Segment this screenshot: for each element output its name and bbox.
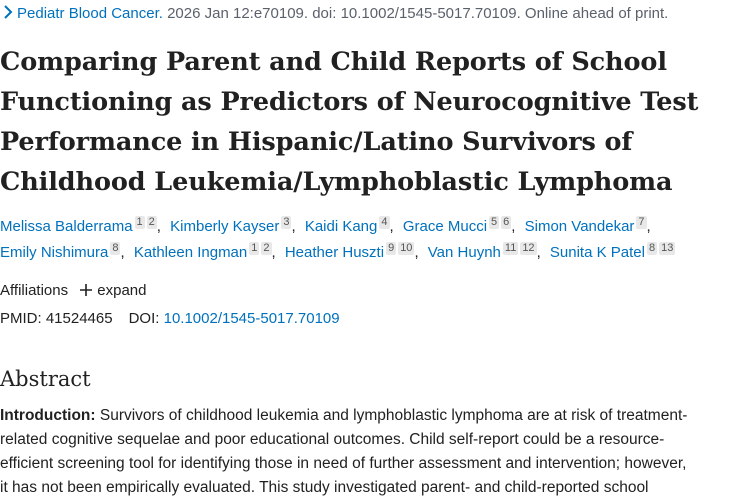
affiliations-toggle-row bbox=[0, 281, 146, 301]
affiliation-ref[interactable]: 2 bbox=[148, 216, 155, 228]
author-link[interactable]: Heather Huszti bbox=[284, 244, 385, 261]
title-line: Functioning as Predictors of Neurocognitive Test bbox=[0, 87, 699, 117]
author-link[interactable]: Grace Mucci bbox=[402, 218, 488, 235]
author-row: Emily Nishimura 8 , Kathleen Ingman 1 2 , Heather Huszti 9 10 , Van Huynh 11 12 , Sunita K Patel 8 13 bbox=[0, 242, 674, 261]
author-link[interactable]: Simon Vandekar bbox=[524, 218, 635, 235]
affiliation-ref[interactable]: 6 bbox=[503, 216, 510, 228]
article-title bbox=[0, 42, 740, 202]
title-line: Performance in Hispanic/Latino Survivors of bbox=[0, 127, 633, 157]
affiliation-ref[interactable]: 8 bbox=[648, 242, 656, 254]
affiliation-ref[interactable]: 11 bbox=[504, 242, 517, 254]
author-link[interactable]: Melissa Balderrama bbox=[0, 218, 133, 235]
affiliation-ref[interactable]: 1 bbox=[136, 216, 143, 228]
abstract-text bbox=[0, 404, 750, 500]
author-row: Melissa Balderrama 1 2 , Kimberly Kayser 3 , Kaidi Kang 4 , Grace Mucci 5 6 , Simon Vandekar 7 , bbox=[0, 216, 651, 235]
pmid-value: 41524465 bbox=[45, 310, 113, 327]
title-line: Comparing Parent and Child Reports of School bbox=[0, 47, 667, 77]
author-link[interactable]: Kaidi Kang bbox=[304, 218, 378, 235]
affiliation-ref[interactable]: 8 bbox=[112, 242, 119, 254]
affiliation-ref[interactable]: 7 bbox=[638, 216, 645, 228]
title-line: Childhood Leukemia/Lymphoblastic Lymphoma bbox=[0, 167, 673, 197]
abstract-line: efficient screening tool for identifying those in need of further assessment and intervention; however, bbox=[0, 455, 687, 472]
article-identifiers bbox=[0, 309, 340, 329]
plus-icon bbox=[80, 284, 92, 296]
expand-label: expand bbox=[97, 282, 147, 299]
affiliation-ref[interactable]: 2 bbox=[263, 242, 270, 254]
author-link[interactable]: Van Huynh bbox=[427, 244, 501, 261]
affiliation-ref[interactable]: 1 bbox=[251, 242, 258, 254]
abstract-line: Introduction: Survivors of childhood leukemia and lymphoblastic lymphoma are at risk of treatment- bbox=[0, 407, 688, 424]
author-link[interactable]: Sunita K Patel bbox=[549, 244, 645, 261]
abstract-line: related cognitive sequelae and poor educational outcomes. Child self-report could be a resource- bbox=[0, 431, 665, 448]
expand-affiliations-button[interactable] bbox=[80, 282, 146, 299]
author-link[interactable]: Kathleen Ingman bbox=[133, 244, 248, 261]
affiliation-ref[interactable]: 3 bbox=[283, 216, 290, 228]
affiliation-ref[interactable]: 12 bbox=[522, 242, 535, 254]
affiliation-ref[interactable]: 9 bbox=[388, 242, 395, 254]
journal-link[interactable]: Pediatr Blood Cancer. bbox=[17, 5, 163, 22]
affiliation-ref[interactable]: 10 bbox=[400, 242, 413, 254]
doi-link[interactable]: 10.1002/1545-5017.70109 bbox=[163, 310, 340, 327]
affiliations-label: Affiliations bbox=[0, 282, 69, 299]
affiliation-ref[interactable]: 4 bbox=[381, 216, 388, 228]
author-list bbox=[0, 214, 750, 266]
section-label: Introduction: bbox=[0, 407, 96, 424]
chevron-right-icon[interactable] bbox=[3, 5, 13, 19]
abstract-heading: Abstract bbox=[0, 367, 91, 391]
pmid-label: PMID: bbox=[0, 310, 42, 327]
doi-label: DOI: bbox=[128, 310, 160, 327]
affiliation-ref[interactable]: 5 bbox=[491, 216, 498, 228]
author-link[interactable]: Emily Nishimura bbox=[0, 244, 109, 261]
citation-details: 2026 Jan 12:e70109. doi: 10.1002/1545-5017.70109. Online ahead of print. bbox=[162, 5, 669, 22]
citation-line bbox=[0, 3, 750, 25]
author-link[interactable]: Kimberly Kayser bbox=[170, 218, 280, 235]
affiliation-ref[interactable]: 13 bbox=[661, 242, 674, 254]
abstract-line: it has not been empirically evaluated. This study investigated parent- and child-reported school bbox=[0, 479, 649, 496]
